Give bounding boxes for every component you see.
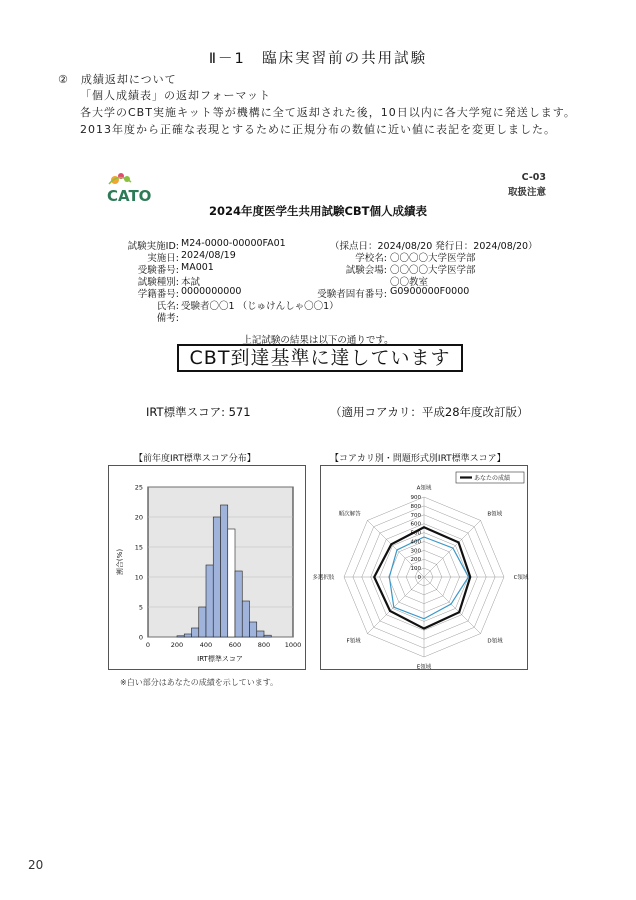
histogram-xtick: 200 (170, 641, 184, 649)
radar-axis-label: 順次解答 (338, 511, 361, 518)
radar-rtick: 0 (417, 575, 421, 581)
logo-text: CATO (107, 187, 152, 205)
histogram-bar (206, 565, 213, 637)
exam-room: 〇〇教室 (390, 277, 429, 288)
radar-axis-label: F領域 (346, 638, 361, 645)
histogram-xlabel: IRT標準スコア (197, 655, 243, 663)
candidate-name: 受験者〇〇1 （じゅけんしゃ〇〇1） (181, 301, 339, 312)
histogram-bar (235, 571, 242, 637)
histogram-bar (177, 636, 184, 637)
student-no-label: 学籍番号: (137, 289, 179, 300)
histogram-xtick: 600 (228, 641, 242, 649)
radar-axis-label: D領域 (487, 638, 503, 645)
radar-rtick: 200 (410, 557, 421, 564)
radar-axis-label: C領域 (513, 575, 529, 581)
radar-rtick: 800 (410, 503, 421, 510)
doc-title: 2024年度医学生共用試験CBT個人成績表 (208, 204, 428, 218)
venue: 〇〇〇〇大学医学部 (390, 265, 476, 276)
histogram-ytick: 0 (138, 633, 143, 642)
histogram-ytick: 15 (134, 543, 143, 552)
histogram-ytick: 5 (138, 603, 143, 612)
exam-id-label: 試験実施ID: (127, 241, 179, 252)
radar-rtick: 900 (410, 495, 421, 501)
histogram-xtick: 400 (199, 641, 213, 649)
date-label: 実施日: (147, 253, 179, 264)
result-note: 上記試験の結果は以下の通りです。 (242, 335, 394, 346)
histogram-ytick: 10 (134, 573, 143, 582)
histogram-bar (250, 622, 257, 637)
histogram-bar (264, 635, 271, 637)
student-no: 0000000000 (181, 286, 242, 297)
histogram-bar (221, 505, 228, 637)
intro-line-3: 各大学のCBT実施キット等が機構に全て返却された後，10日以内に各大学宛に発送します。 (80, 106, 576, 119)
exam-no: MA001 (181, 262, 214, 273)
intro-line-1: ② 成績返却について (58, 73, 177, 86)
histogram-bar (184, 634, 191, 637)
doc-code: C-03 (521, 172, 546, 183)
section-title: Ⅱ－1 臨床実習前の共用試験 (208, 51, 428, 67)
exam-type: 本試 (181, 277, 201, 288)
radar-rtick: 700 (410, 512, 421, 519)
exam-no-label: 受験番号: (137, 265, 179, 276)
venue-label: 試験会場: (345, 265, 387, 276)
candidate-id-label: 受験者固有番号: (317, 289, 387, 300)
exam-id: M24-0000-00000FA01 (181, 238, 286, 249)
handling-note: 取扱注意 (507, 187, 546, 198)
histogram-ytick: 20 (134, 513, 143, 522)
histogram-ylabel: 割合(%) (116, 548, 124, 576)
histogram-bar (213, 517, 220, 637)
intro-line-2: 「個人成績表」の返却フォーマット (80, 89, 272, 102)
histogram-xtick: 1000 (284, 641, 302, 649)
name-label: 氏名: (156, 301, 179, 312)
radar-rtick: 300 (410, 548, 421, 555)
radar-rtick: 400 (410, 539, 421, 546)
radar-title: 【コアカリ別・問題形式別IRT標準スコア】 (330, 454, 506, 464)
grading-dates: （採点日：2024/08/20 発行日：2024/08/20） (330, 241, 538, 252)
irt-score: IRT標準スコア: 571 (146, 405, 251, 419)
radar-axis-label: 多選択肢 (312, 575, 335, 581)
radar-axis-label: B領域 (487, 511, 503, 518)
radar-chart (312, 465, 529, 671)
histogram-bar (257, 631, 264, 637)
core-curriculum: （適用コアカリ：平成28年度改訂版） (330, 405, 529, 419)
remarks-label: 備考: (156, 313, 179, 324)
radar-axis-label: A領域 (416, 485, 432, 492)
histogram-bar (242, 601, 249, 637)
histogram-bar (228, 529, 235, 637)
radar-axis-label: E領域 (416, 664, 432, 671)
exam-date: 2024/08/19 (181, 250, 236, 261)
histogram-title: 【前年度IRT標準スコア分布】 (134, 454, 256, 464)
histogram-ytick: 25 (134, 483, 143, 492)
radar-rtick: 500 (410, 530, 421, 537)
school-label: 学校名: (355, 253, 387, 264)
type-label: 試験種別: (137, 277, 179, 288)
radar-legend-label: あなたの成績 (474, 475, 511, 482)
candidate-id: G0900000F0000 (390, 286, 470, 297)
footnote: ※白い部分はあなたの成績を示しています。 (120, 678, 279, 687)
cato-logo (105, 170, 157, 204)
histogram-xtick: 0 (145, 641, 151, 649)
school-name: 〇〇〇〇大学医学部 (390, 253, 476, 264)
histogram-bar (192, 628, 199, 637)
radar-rtick: 100 (410, 566, 421, 573)
histogram-chart (108, 465, 306, 670)
intro-line-4: 2013年度から正確な表現とするために正規分布の数値に近い値に表記を変更しました。 (80, 123, 556, 136)
page-number: 20 (28, 858, 44, 872)
histogram-bar (199, 607, 206, 637)
histogram-xtick: 800 (257, 641, 271, 649)
radar-rtick: 600 (410, 521, 421, 528)
result-banner: CBT到達基準に達しています (177, 344, 463, 372)
